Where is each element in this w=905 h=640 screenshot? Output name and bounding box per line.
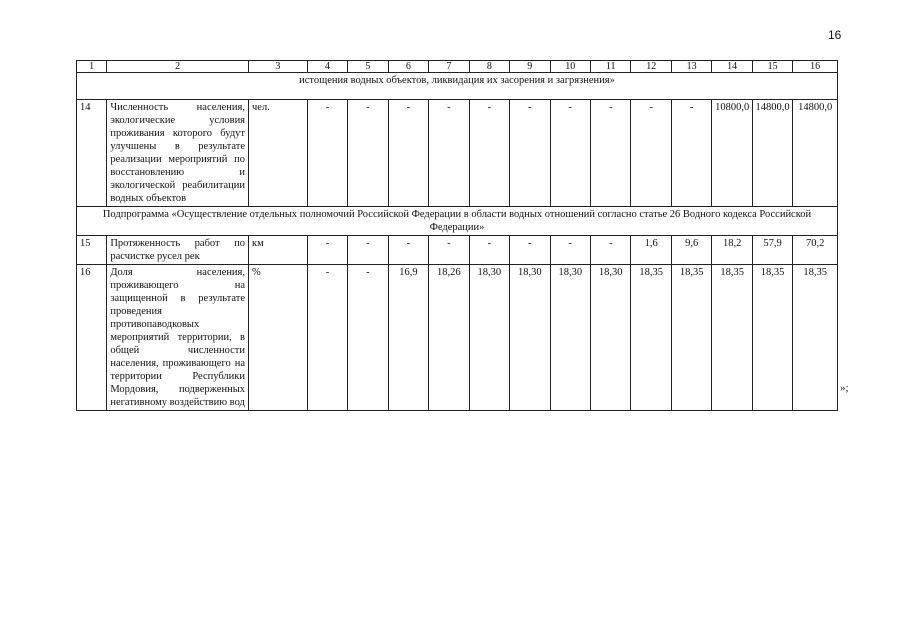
table-row-15 [77, 236, 838, 265]
value-cell: 18,35 [631, 265, 671, 411]
header-cell: 12 [631, 61, 671, 73]
value-cell: 18,30 [469, 265, 509, 411]
subprogram-title: Подпрограмма «Осуществление отдельных полномочий Российской Федерации в области водных отношений согласно статье 26 Водного кодекса Российской Федерации» [77, 207, 838, 236]
header-cell: 6 [388, 61, 428, 73]
value-cell: - [388, 100, 428, 207]
header-cell: 1 [77, 61, 107, 73]
value-cell: - [429, 100, 469, 207]
value-cell: - [429, 236, 469, 265]
value-cell: 14800,0 [793, 100, 838, 207]
closing-quote-mark: »; [840, 382, 849, 394]
value-cell: 18,35 [793, 265, 838, 411]
table-row-16 [77, 265, 838, 411]
value-cell: - [590, 100, 630, 207]
value-cell: 18,35 [712, 265, 752, 411]
value-cell: 18,35 [671, 265, 711, 411]
header-cell: 14 [712, 61, 752, 73]
value-cell: - [550, 100, 590, 207]
value-cell: - [307, 236, 347, 265]
value-cell: 70,2 [793, 236, 838, 265]
row-unit: % [249, 265, 308, 411]
header-row [77, 61, 838, 73]
value-cell: 18,35 [752, 265, 792, 411]
header-cell: 5 [348, 61, 388, 73]
value-cell: 9,6 [671, 236, 711, 265]
indicators-table [76, 60, 838, 411]
value-cell: - [348, 265, 388, 411]
row-unit: км [249, 236, 308, 265]
value-cell: - [590, 236, 630, 265]
value-cell: - [307, 265, 347, 411]
table-row-14 [77, 100, 838, 207]
header-cell: 16 [793, 61, 838, 73]
value-cell: 18,30 [510, 265, 550, 411]
row-description: Протяженность работ по расчистке русел рек [107, 236, 249, 265]
row-description: Доля населения, проживающего на защищенной в результате проведения противопаводковых мероприятий территории, в общей численности населения, проживающего на территории Республики Мордовия, подверженных негативному воздействию вод [107, 265, 249, 411]
header-cell: 15 [752, 61, 792, 73]
header-cell: 7 [429, 61, 469, 73]
continuation-row [77, 73, 838, 100]
value-cell: 57,9 [752, 236, 792, 265]
value-cell: 18,30 [550, 265, 590, 411]
value-cell: 18,26 [429, 265, 469, 411]
row-number: 15 [77, 236, 107, 265]
subprogram-row [77, 207, 838, 236]
header-cell: 11 [590, 61, 630, 73]
value-cell: - [671, 100, 711, 207]
row-number: 16 [77, 265, 107, 411]
value-cell: - [510, 236, 550, 265]
value-cell: - [388, 236, 428, 265]
row-number: 14 [77, 100, 107, 207]
value-cell: - [348, 100, 388, 207]
value-cell: 16,9 [388, 265, 428, 411]
value-cell: 10800,0 [712, 100, 752, 207]
value-cell: - [469, 100, 509, 207]
value-cell: 18,2 [712, 236, 752, 265]
page-number: 16 [828, 28, 842, 42]
value-cell: - [469, 236, 509, 265]
header-cell: 10 [550, 61, 590, 73]
value-cell: - [550, 236, 590, 265]
value-cell: 1,6 [631, 236, 671, 265]
continuation-text: истощения водных объектов, ликвидация их засорения и загрязнения» [77, 73, 838, 100]
header-cell: 8 [469, 61, 509, 73]
header-cell: 4 [307, 61, 347, 73]
value-cell: - [510, 100, 550, 207]
header-cell: 9 [510, 61, 550, 73]
value-cell: - [307, 100, 347, 207]
row-unit: чел. [249, 100, 308, 207]
value-cell: - [348, 236, 388, 265]
row-description: Численность населения, экологические условия проживания которого будут улучшены в результате реализации мероприятий по восстановлению и экологической реабилитации водных объектов [107, 100, 249, 207]
value-cell: 14800,0 [752, 100, 792, 207]
header-cell: 3 [249, 61, 308, 73]
value-cell: 18,30 [590, 265, 630, 411]
header-cell: 13 [671, 61, 711, 73]
header-cell: 2 [107, 61, 249, 73]
value-cell: - [631, 100, 671, 207]
